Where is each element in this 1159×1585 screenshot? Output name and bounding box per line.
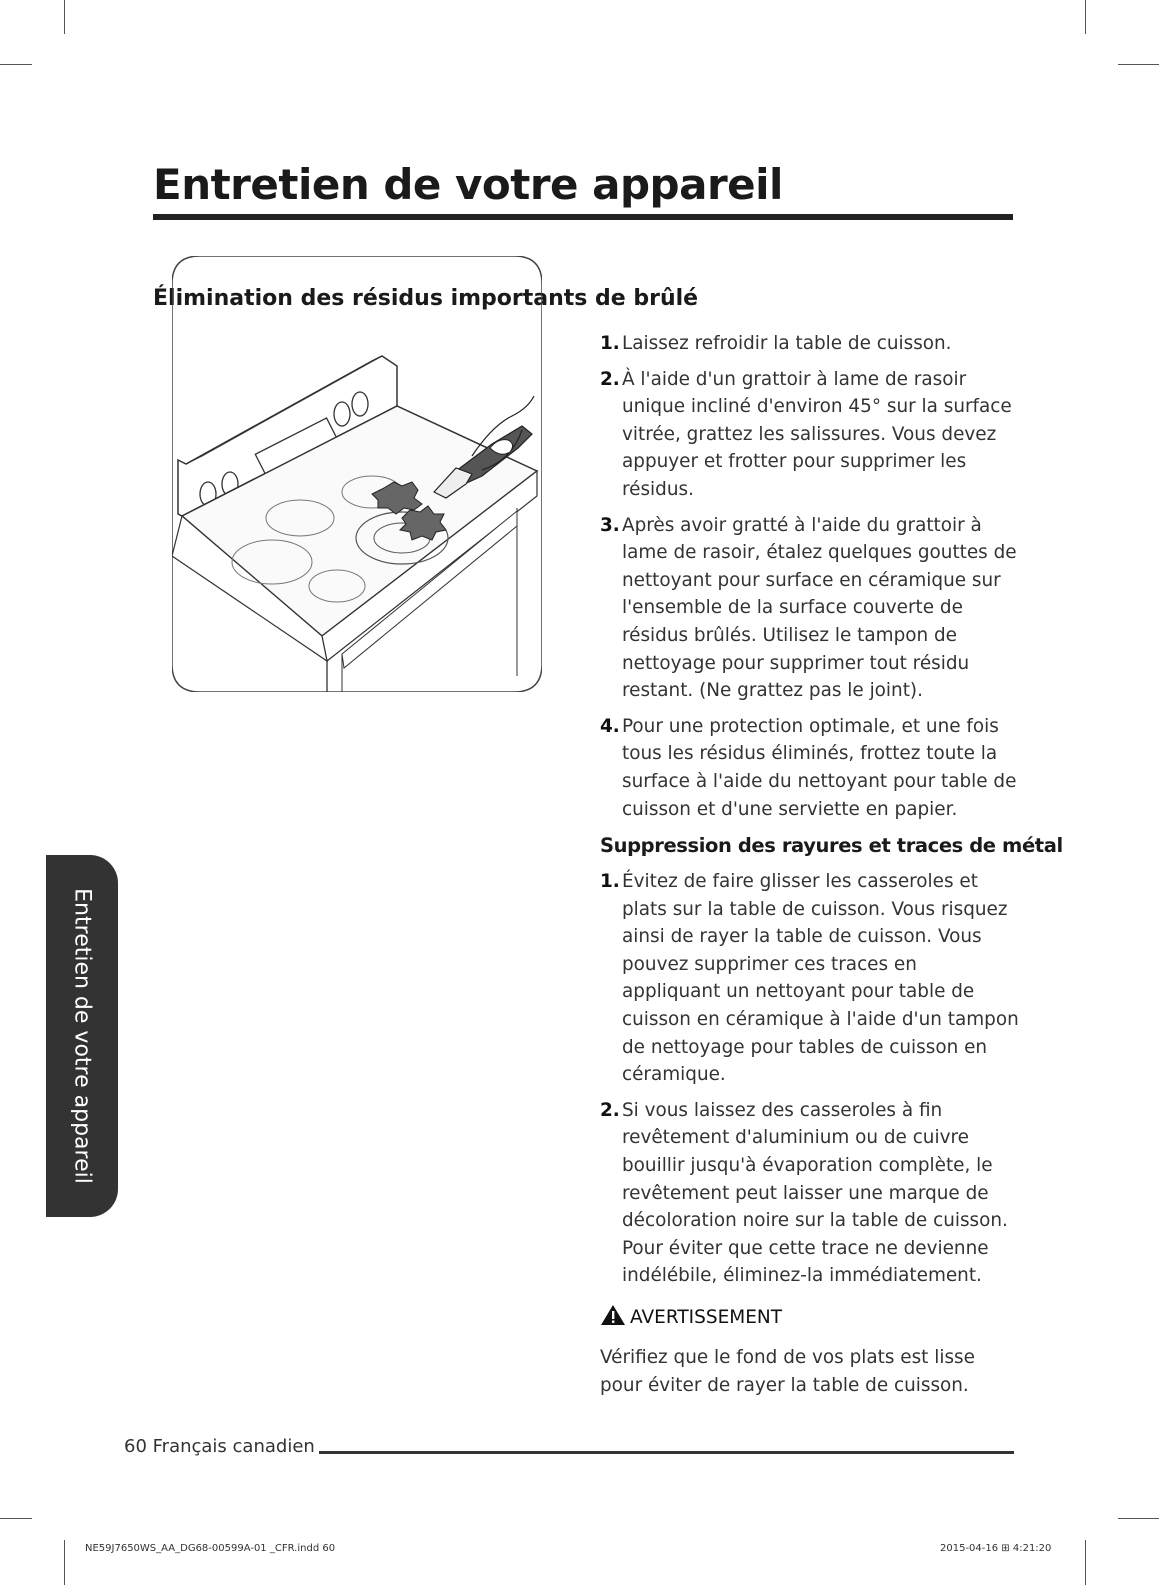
crop-mark <box>1085 1540 1086 1585</box>
step-number: 2. <box>600 1099 620 1121</box>
step-text: Après avoir gratté à l'aide du grattoir à lame de rasoir, étalez quelques gouttes de nettoyant pour surface en céramique sur l'ensemble de la surface couverte de résidus brûlés. Utilisez le tampon de nettoyage pour supprimer tout résidu restant. (Ne grattez pas le joint). <box>622 514 1017 702</box>
step-number: 2. <box>600 368 620 390</box>
sub-heading: Suppression des rayures et traces de métal <box>600 834 1063 857</box>
print-date-info: 2015-04-16 ⊞ 4:21:20 <box>940 1543 1052 1554</box>
sub-steps-list <box>600 868 1020 1298</box>
crop-mark <box>1085 0 1086 34</box>
crop-mark <box>0 64 32 65</box>
steps-list <box>600 330 1020 831</box>
step-number: 3. <box>600 514 620 536</box>
footer-rule <box>319 1451 1014 1454</box>
list-item <box>600 868 1020 1089</box>
list-item <box>600 330 1020 358</box>
title-rule <box>153 214 1013 220</box>
list-item <box>600 713 1020 823</box>
list-item <box>600 512 1020 705</box>
crop-mark <box>64 1540 65 1585</box>
step-number: 4. <box>600 715 620 737</box>
step-text: Laissez refroidir la table de cuisson. <box>622 333 952 354</box>
crop-mark <box>64 0 65 34</box>
cooktop-illustration <box>172 256 542 692</box>
side-tab-label: Entretien de votre appareil <box>69 888 95 1184</box>
crop-mark <box>1118 1518 1159 1519</box>
print-file-info: NE59J7650WS_AA_DG68-00599A-01 _CFR.indd 60 <box>85 1543 336 1554</box>
step-text: Évitez de faire glisser les casseroles et plats sur la table de cuisson. Vous risquez ainsi de rayer la table de cuisson. Vous pouvez supprimer ces traces en appliquant un nettoyant pour table de cuisson en céramique à l'aide d'un tampon de nettoyage pour tables de cuisson en céramique. <box>622 871 1019 1086</box>
page-number-label: 60 Français canadien <box>124 1436 315 1457</box>
warning-triangle-icon <box>600 1304 626 1330</box>
side-tab <box>46 855 118 1217</box>
step-text: À l'aide d'un grattoir à lame de rasoir unique incliné d'environ 45° sur la surface vitrée, grattez les salissures. Vous devez appuyer et frotter pour supprimer les résidus. <box>622 368 1012 500</box>
crop-mark <box>0 1518 32 1519</box>
step-number: 1. <box>600 333 620 354</box>
list-item <box>600 1097 1020 1290</box>
step-number: 1. <box>600 871 620 892</box>
step-text: Pour une protection optimale, et une fois tous les résidus éliminés, frottez toute la surface à l'aide du nettoyant pour table de cuisson et d'une serviette en papier. <box>622 715 1017 820</box>
warning-header <box>600 1304 782 1330</box>
section-heading: Élimination des résidus importants de brûlé <box>153 286 699 311</box>
crop-mark <box>1118 64 1159 65</box>
page-title: Entretien de votre appareil <box>153 160 783 209</box>
footer <box>124 1436 1014 1457</box>
warning-text: Vérifiez que le fond de vos plats est lisse pour éviter de rayer la table de cuisson. <box>600 1347 975 1396</box>
list-item <box>600 366 1020 504</box>
warning-title: AVERTISSEMENT <box>630 1306 783 1328</box>
step-text: Si vous laissez des casseroles à fin revêtement d'aluminium ou de cuivre bouillir jusqu'à évaporation complète, le revêtement peut laisser une marque de décoloration noire sur la table de cuisson. Pour éviter que cette trace ne devienne indélébile, éliminez-la immédiatement. <box>622 1099 1008 1287</box>
